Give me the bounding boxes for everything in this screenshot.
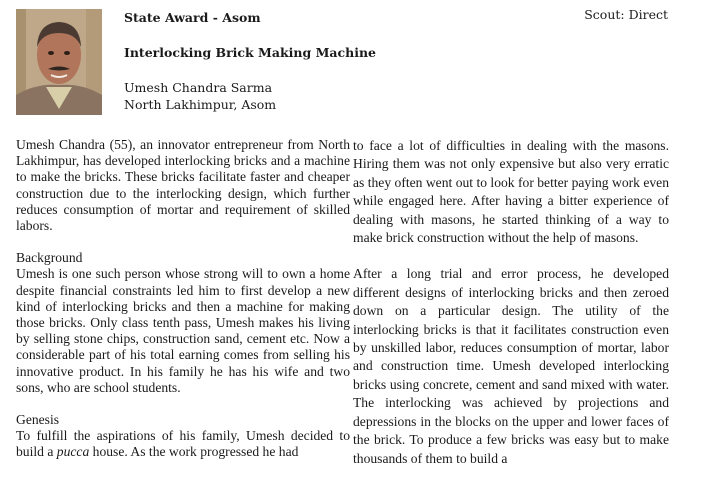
portrait-photo xyxy=(16,9,102,115)
genesis-heading: Genesis xyxy=(16,412,60,428)
genesis-paragraph xyxy=(16,428,350,460)
background-heading: Background xyxy=(16,250,83,266)
innovator-name: Umesh Chandra Sarma xyxy=(124,80,273,95)
intro-paragraph: Umesh Chandra (55), an innovator entrepreneur from North Lakhimpur, has developed interlocking bricks and a machine to make the bricks. These bricks facilitate faster and cheaper construction due to the interlocking design, which further reduces consumption of mortar and requirement of skilled labors. xyxy=(16,137,350,234)
portrait-icon xyxy=(16,9,102,115)
genesis-text-italic: pucca xyxy=(56,444,90,460)
award-title: State Award - Asom xyxy=(124,10,261,25)
design-paragraph: After a long trial and error process, he developed different designs of interlocking bricks and then zeroed down on a particular design. The utility of the interlocking bricks is that it facilitates construction even by unskilled labor, reduces consumption of mortar, labor and construction time. Umesh developed interlocking bricks using concrete, cement and sand mixed with water. The interlocking was achieved by projections and depressions in the blocks on the upper and lower faces of the brick. To produce a few bricks was easy but to make thousands of them to build a xyxy=(353,266,669,466)
right-column xyxy=(353,137,669,468)
innovation-title: Interlocking Brick Making Machine xyxy=(124,45,377,60)
left-column xyxy=(16,137,350,461)
genesis-text-start: To fulfill the aspirations of his family, Umesh decided to build a xyxy=(16,428,350,460)
innovator-location: North Lakhimpur, Asom xyxy=(124,97,277,112)
scout-label: Scout: Direct xyxy=(584,7,668,22)
masons-paragraph: to face a lot of difficulties in dealing with the masons. Hiring them was not only expensive but also very erratic as they often went out to look for better paying work even while engaged here. After having a bitter experience of dealing with masons, he started thinking of a way to make brick construction without the help of masons. xyxy=(353,138,669,246)
genesis-text-end: house. As the work progressed he had xyxy=(89,444,299,460)
background-paragraph: Umesh is one such person whose strong will to own a home despite financial constraints led him to first develop a new kind of interlocking bricks and then a machine for making those bricks. Only class tenth pass, Umesh makes his living by selling stone chips, construction sand, cement etc. Now a considerable part of his total earning comes from selling his innovative product. In his family he has his wife and two sons, who are school students. xyxy=(16,266,350,395)
